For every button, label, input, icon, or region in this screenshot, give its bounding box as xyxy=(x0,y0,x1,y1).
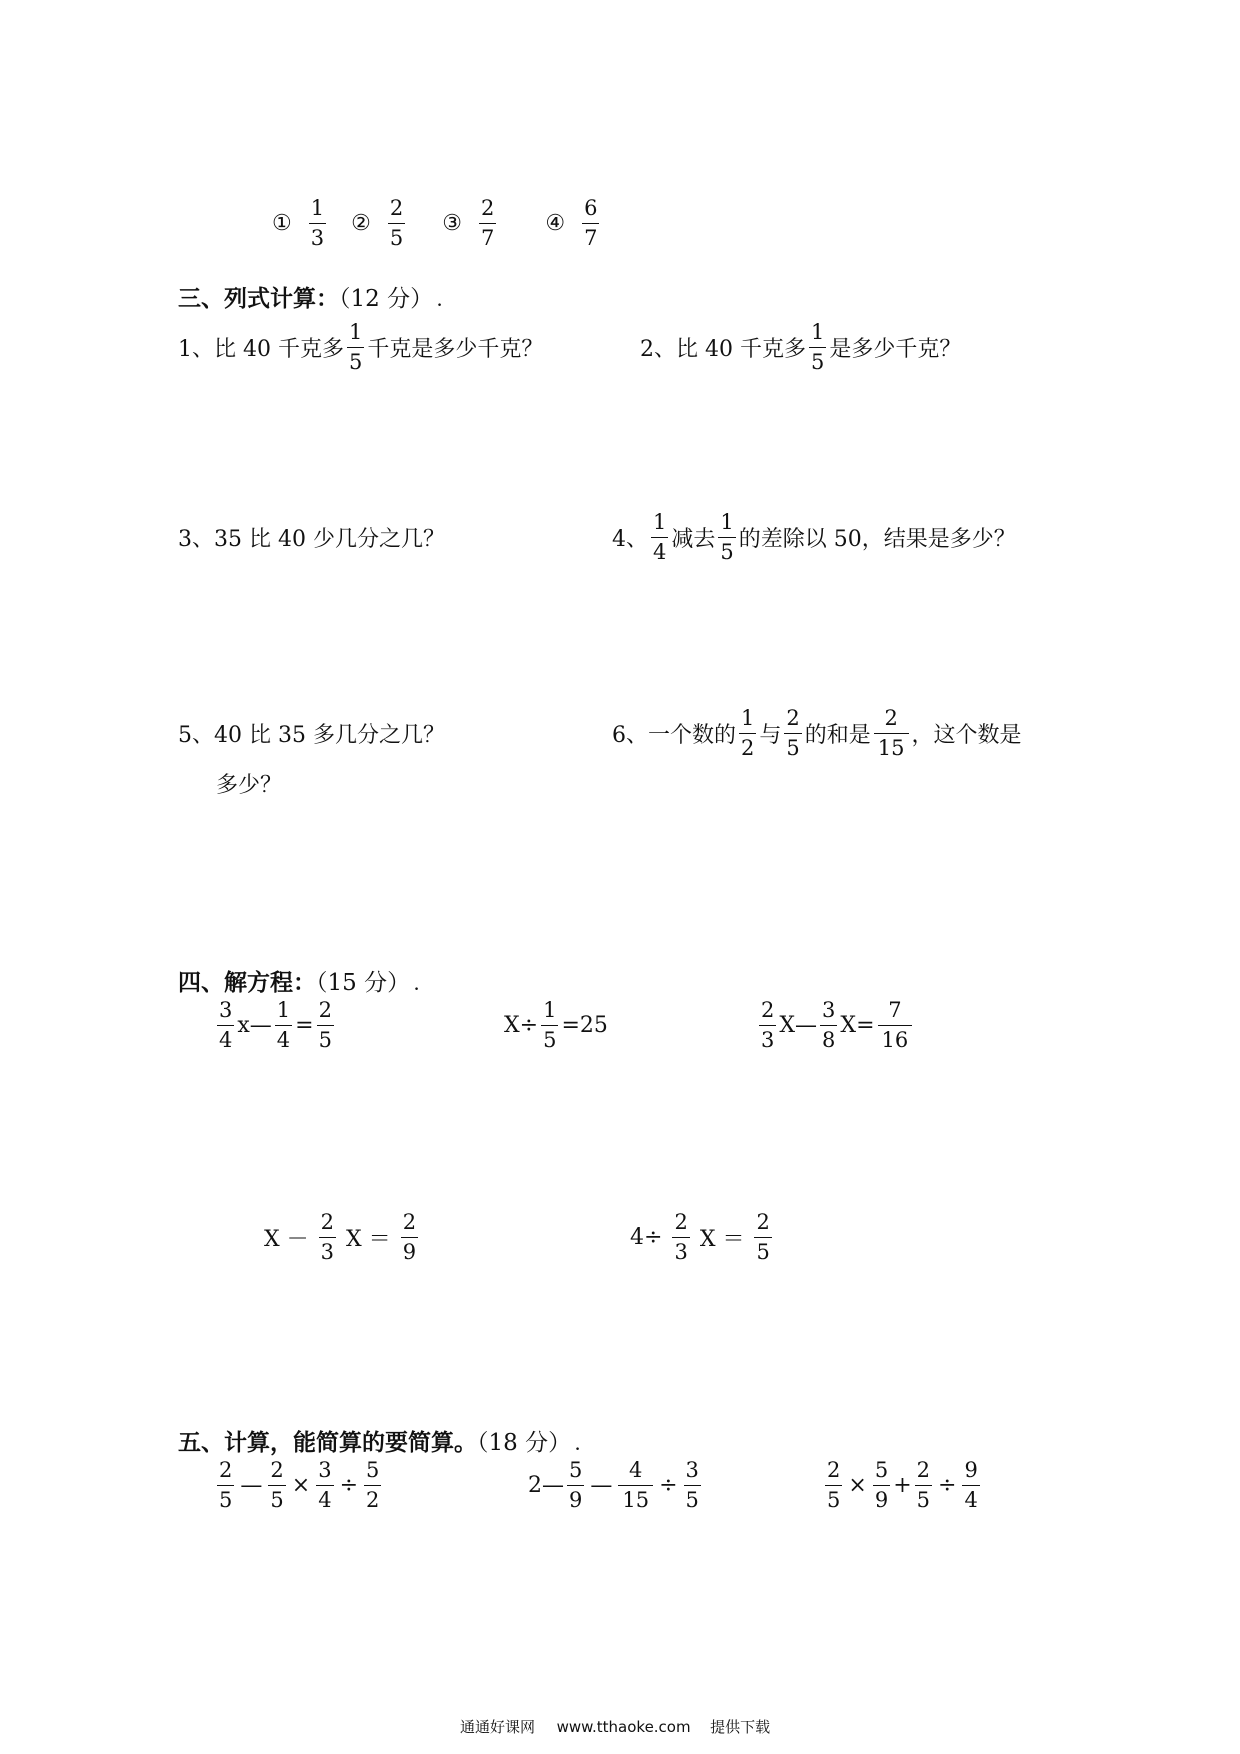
calculation-2: 2— $\frac{5}{9}$ — $\frac{4}{15}$ ÷ $\frac{3}{5}$ xyxy=(528,1458,699,1512)
fraction: $\frac{1}{4}$ xyxy=(276,998,291,1052)
equation-1: $\frac{3}{4}$ x— $\frac{1}{4}$ = $\frac{2}{5}$ xyxy=(219,998,332,1052)
fraction: $\frac{4}{15}$ xyxy=(618,1460,653,1511)
option-fraction: $\frac{1}{3}$ xyxy=(310,196,325,250)
question-4: 4、 $\frac{1}{4}$ 减去 $\frac{1}{5}$ 的差除以 50，结果是多少？ xyxy=(612,510,1016,564)
question-2: 2、比 40 千克多 $\frac{1}{5}$ 是多少千克？ xyxy=(640,320,962,374)
equation-4: X － $\frac{2}{3}$ X ＝ $\frac{2}{9}$ xyxy=(264,1210,417,1264)
fraction: $\frac{2}{5}$ xyxy=(219,1458,233,1512)
fraction: $\frac{2}{15}$ xyxy=(874,708,909,759)
option-mark: ② xyxy=(351,211,371,236)
fraction: $\frac{2}{3}$ xyxy=(320,1210,335,1264)
fraction: $\frac{2}{5}$ xyxy=(786,706,800,760)
option-mark: ① xyxy=(272,211,292,236)
fraction: $\frac{1}{5}$ xyxy=(543,998,557,1052)
fraction: $\frac{2}{9}$ xyxy=(402,1210,417,1264)
fraction: $\frac{2}{3}$ xyxy=(674,1210,688,1264)
equation-3: $\frac{2}{3}$ X— $\frac{3}{8}$ X= $\frac{7}{16}$ xyxy=(756,1000,915,1051)
fraction: $\frac{1}{5}$ xyxy=(348,320,363,374)
fraction: $\frac{5}{9}$ xyxy=(874,1458,889,1512)
fraction: $\frac{3}{4}$ xyxy=(219,998,233,1052)
fraction: $\frac{2}{5}$ xyxy=(827,1458,841,1512)
question-5-continuation: 多少？ xyxy=(216,773,283,798)
option-fraction: $\frac{6}{7}$ xyxy=(584,196,598,250)
fraction: $\frac{1}{2}$ xyxy=(741,706,755,760)
fraction: $\frac{5}{9}$ xyxy=(569,1458,583,1512)
fraction: $\frac{1}{5}$ xyxy=(720,510,734,564)
fraction: $\frac{3}{8}$ xyxy=(822,998,836,1052)
fraction: $\frac{2}{5}$ xyxy=(318,998,332,1052)
option-fraction: $\frac{2}{5}$ xyxy=(389,196,404,250)
fraction: $\frac{2}{5}$ xyxy=(916,1458,930,1512)
equation-5: 4÷ $\frac{2}{3}$ X ＝ $\frac{2}{5}$ xyxy=(630,1210,770,1264)
section-4-heading: 四、解方程：（15 分） . xyxy=(178,969,419,996)
question-6: 6、一个数的 $\frac{1}{2}$ 与 $\frac{2}{5}$ 的和是 $\frac{2}{15}$ ，这个数是 xyxy=(612,706,1022,760)
calculation-3: $\frac{2}{5}$ × $\frac{5}{9}$ + $\frac{2}{5}$ ÷ $\frac{9}{4}$ xyxy=(827,1458,978,1512)
option-fraction: $\frac{2}{7}$ xyxy=(480,196,495,250)
section-5-heading: 五、计算，能简算的要简算。（18 分） . xyxy=(178,1429,580,1456)
fraction: $\frac{3}{4}$ xyxy=(318,1458,332,1512)
option-mark: ④ xyxy=(545,211,566,236)
question-5: 5、40 比 35 多几分之几？ xyxy=(178,723,445,748)
question-3: 3、35 比 40 少几分之几？ xyxy=(178,527,445,552)
footer-site-name: 通通好课网 xyxy=(460,1718,536,1736)
fraction: $\frac{2}{3}$ xyxy=(761,998,775,1052)
option-row xyxy=(272,198,602,249)
footer-suffix: 提供下载 xyxy=(710,1718,771,1736)
question-1: 1、比 40 千克多 $\frac{1}{5}$ 千克是多少千克？ xyxy=(178,320,544,374)
section-3-heading: 三、列式计算：（12 分） . xyxy=(178,285,442,312)
fraction: $\frac{5}{2}$ xyxy=(366,1458,380,1512)
fraction: $\frac{2}{5}$ xyxy=(756,1210,770,1264)
option-mark: ③ xyxy=(442,211,462,236)
equation-2: X÷ $\frac{1}{5}$ =25 xyxy=(504,998,608,1052)
fraction: $\frac{1}{5}$ xyxy=(810,320,825,374)
fraction: $\frac{9}{4}$ xyxy=(964,1458,978,1512)
page-footer xyxy=(460,1716,770,1737)
fraction: $\frac{3}{5}$ xyxy=(685,1458,699,1512)
calculation-1: $\frac{2}{5}$ — $\frac{2}{5}$ × $\frac{3}{4}$ ÷ $\frac{5}{2}$ xyxy=(219,1458,380,1512)
footer-url[interactable]: www.tthaoke.com xyxy=(556,1718,691,1736)
fraction: $\frac{7}{16}$ xyxy=(878,1000,913,1051)
fraction: $\frac{1}{4}$ xyxy=(653,510,667,564)
fraction: $\frac{2}{5}$ xyxy=(270,1458,284,1512)
